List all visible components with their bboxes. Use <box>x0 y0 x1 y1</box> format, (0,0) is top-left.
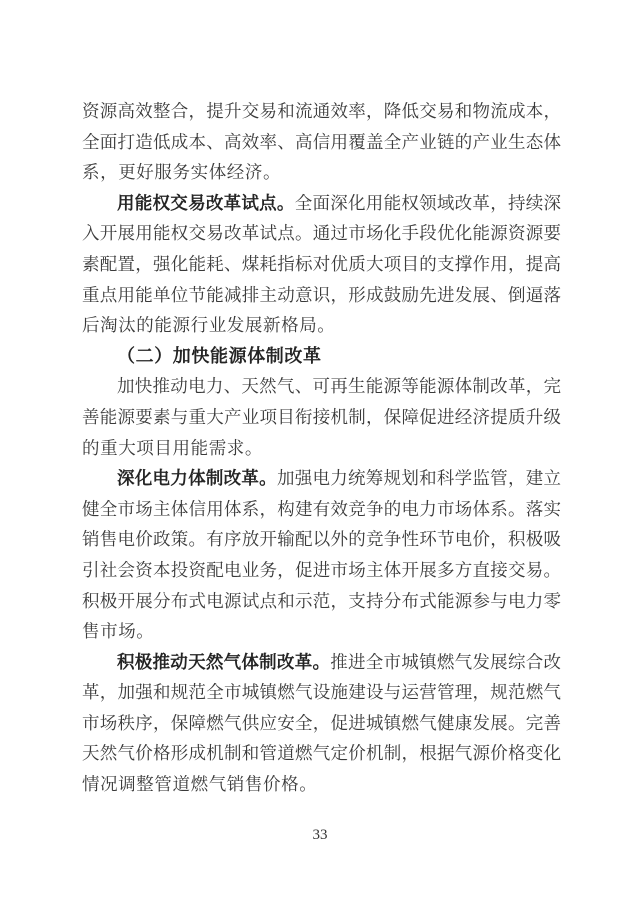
body-line <box>82 188 561 219</box>
body-line: 资源高效整合，提升交易和流通效率，降低交易和物流成本， <box>82 101 561 121</box>
page-number: 33 <box>312 827 328 843</box>
body-line: 系，更好服务实体经济。 <box>82 162 282 183</box>
body-line: 革，加强和规范全市城镇燃气设施建设与运营管理，规范燃气 <box>82 682 561 703</box>
body-line: 销售电价政策。有序放开输配以外的竞争性环节电价，积极吸 <box>82 529 561 550</box>
body-line: 善能源要素与重大产业项目衔接机制，保障促进经济提质升级 <box>82 406 561 427</box>
body-line: 引社会资本投资配电业务，促进市场主体开展多方直接交易。 <box>82 559 561 580</box>
body-line: 天然气价格形成机制和管道燃气定价机制，根据气源价格变化 <box>82 743 561 764</box>
body-line: 健全市场主体信用体系，构建有效竞争的电力市场体系。落实 <box>82 498 561 519</box>
run-in-heading: 积极推动天然气体制改革。 <box>117 651 331 672</box>
body-line <box>82 463 561 494</box>
body-line: 市场秩序，保障燃气供应安全，促进城镇燃气健康发展。完善 <box>82 712 561 733</box>
body-line-text: 加强电力统筹规划和科学监管，建立 <box>276 468 561 489</box>
run-in-heading: 深化电力体制改革。 <box>117 468 277 489</box>
document-text-block <box>82 96 561 800</box>
body-line: 重点用能单位节能减排主动意识，形成鼓励先进发展、倒逼落 <box>82 284 561 305</box>
body-line: 情况调整管道燃气销售价格。 <box>82 774 318 795</box>
body-line-text: 全面深化用能权领域改革，持续深 <box>294 192 561 213</box>
body-line: 加快推动电力、天然气、可再生能源等能源体制改革，完 <box>117 376 561 397</box>
body-line: 全面打造低成本、高效率、高信用覆盖全产业链的产业生态体 <box>82 131 561 152</box>
section-heading: （二）加快能源体制改革 <box>117 345 322 366</box>
run-in-heading: 用能权交易改革试点。 <box>117 192 295 213</box>
body-line: 售市场。 <box>82 621 155 642</box>
body-line: 积极开展分布式电源试点和示范，支持分布式能源参与电力零 <box>82 590 561 611</box>
body-line-text: 推进全市城镇燃气发展综合改 <box>330 651 561 672</box>
body-line: 入开展用能权交易改革试点。通过市场化手段优化能源资源要 <box>82 223 561 244</box>
body-line: 素配置，强化能耗、煤耗指标对优质大项目的支撑作用，提高 <box>82 253 561 274</box>
body-line: 的重大项目用能需求。 <box>82 437 263 458</box>
body-line <box>82 647 561 678</box>
body-line: 后淘汰的能源行业发展新格局。 <box>82 315 336 336</box>
